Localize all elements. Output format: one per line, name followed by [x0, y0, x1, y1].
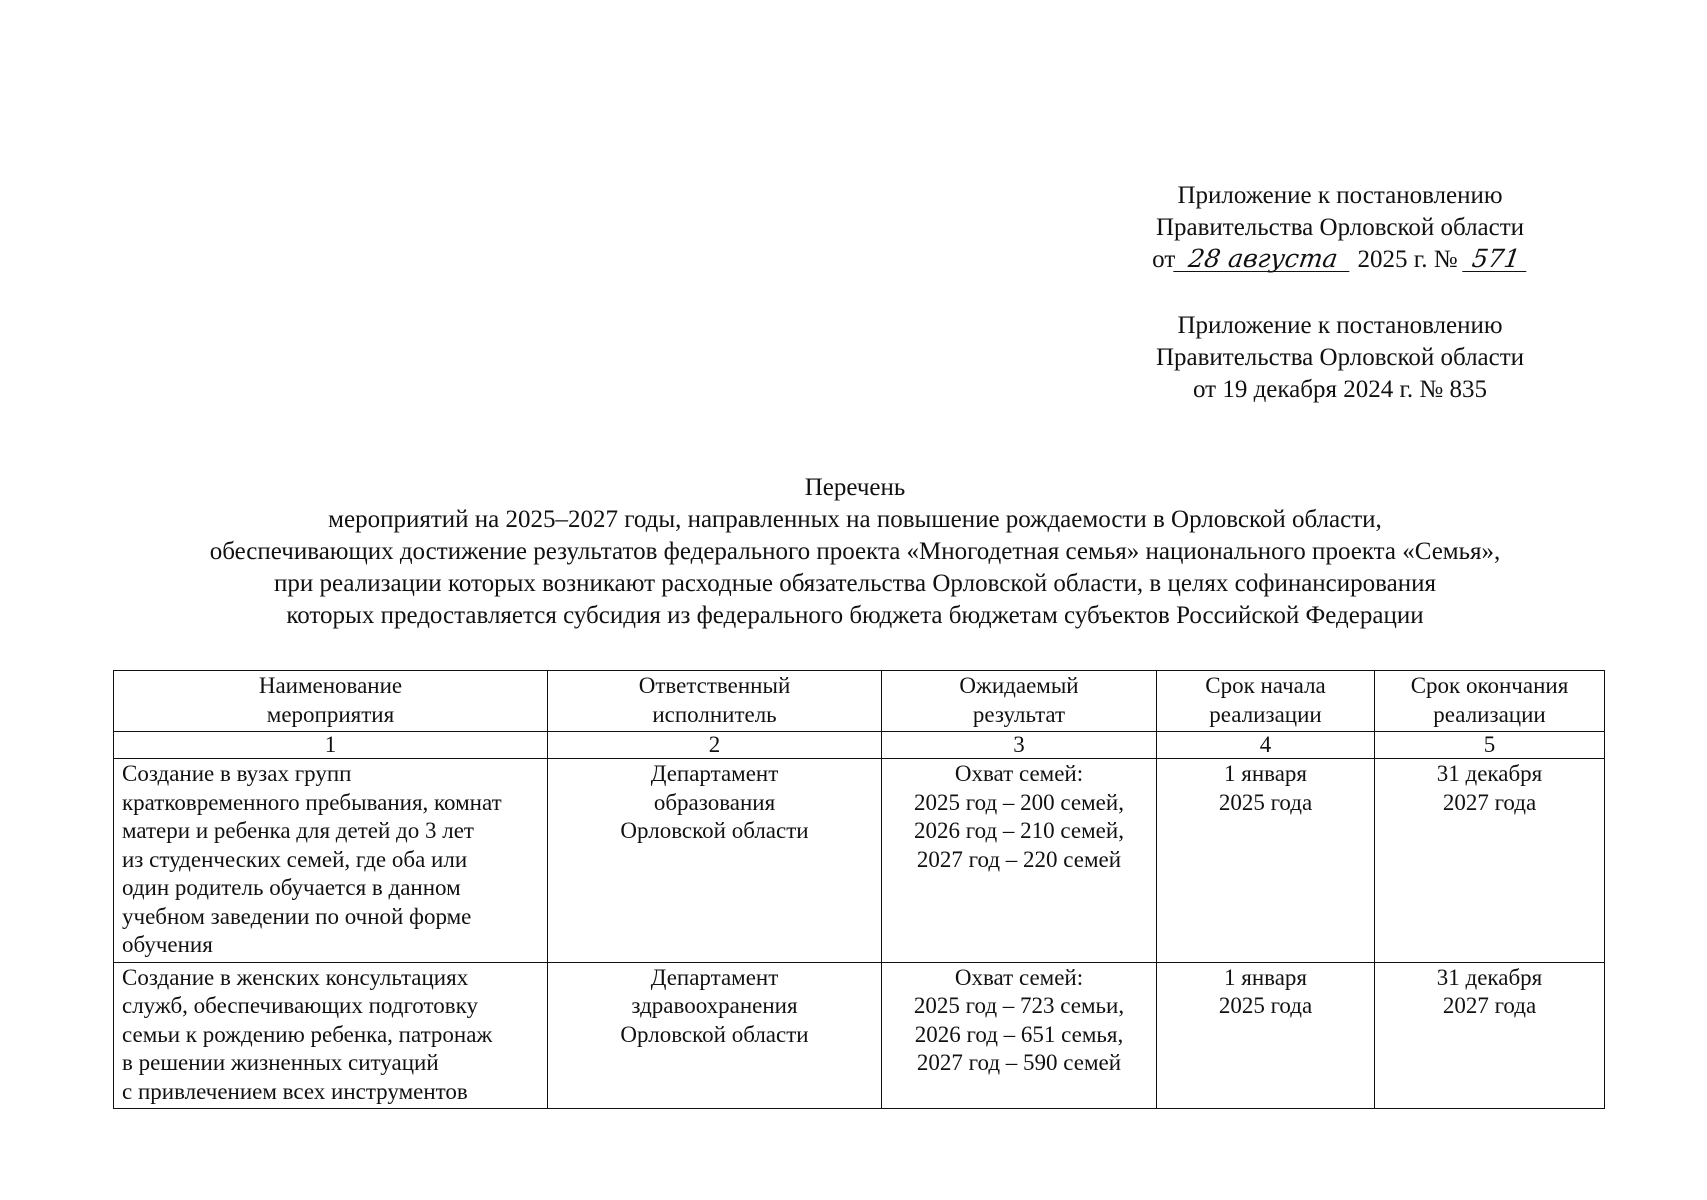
column-number: 2 [548, 732, 882, 759]
appendix-original-block [1110, 310, 1570, 406]
header-end: Срок окончания реализации [1375, 671, 1605, 732]
appendix-current-block [1110, 180, 1570, 276]
handwritten-date: 28 августа [1174, 247, 1354, 272]
cell-start-date: 1 января 2025 года [1157, 962, 1375, 1109]
appendix-current-prefix: от [1152, 246, 1176, 273]
cell-end-date: 31 декабря 2027 года [1375, 759, 1605, 963]
document-title-line: при реализации которых возникают расходные обязательства Орловской области, в целях софинансирования [274, 570, 1436, 597]
table-header-row [114, 671, 1605, 732]
header-start: Срок начала реализации [1157, 671, 1375, 732]
cell-start-date: 1 января 2025 года [1157, 759, 1375, 963]
column-number-row [114, 732, 1605, 759]
document-title-line: мероприятий на 2025–2027 годы, направленных на повышение рождаемости в Орловской области, [328, 506, 1382, 533]
column-number: 1 [114, 732, 548, 759]
document-title [80, 472, 1630, 632]
appendix-current-line3 [1110, 244, 1570, 276]
cell-executor: Департамент образования Орловской области [548, 759, 882, 963]
handwritten-number: 571 [1462, 247, 1530, 272]
document-title-line: обеспечивающих достижение результатов федерального проекта «Многодетная семья» национального проекта «Семья», [209, 538, 1501, 565]
appendix-original-line3: от 19 декабря 2024 г. № 835 [1192, 376, 1488, 403]
document-heading: Перечень [804, 474, 906, 501]
measures-table [113, 670, 1605, 1109]
appendix-original-line1: Приложение к постановлению [1177, 312, 1503, 339]
header-result: Ожидаемый результат [882, 671, 1157, 732]
cell-executor: Департамент здравоохранения Орловской области [548, 962, 882, 1109]
header-name: Наименование мероприятия [114, 671, 548, 732]
table-row [114, 962, 1605, 1109]
table-row [114, 759, 1605, 963]
appendix-current-line1: Приложение к постановлению [1177, 182, 1503, 209]
appendix-current-year: 2025 г. № [1357, 246, 1458, 273]
document-title-line: которых предоставляется субсидия из федерального бюджета бюджетам субъектов Российской Федерации [286, 602, 1424, 629]
cell-expected-result: Охват семей: 2025 год – 200 семей, 2026 год – 210 семей, 2027 год – 220 семей [882, 759, 1157, 963]
cell-measure-name: Создание в женских консультациях служб, обеспечивающих подготовку семьи к рождению ребенка, патронаж в решении жизненных ситуаций с привлечением всех инструментов [114, 962, 548, 1109]
cell-measure-name: Создание в вузах групп кратковременного пребывания, комнат матери и ребенка для детей до 3 лет из студенческих семей, где оба или один родитель обучается в данном учебном заведении по очной форме обучения [114, 759, 548, 963]
column-number: 3 [882, 732, 1157, 759]
header-executor: Ответственный исполнитель [548, 671, 882, 732]
column-number: 5 [1375, 732, 1605, 759]
appendix-original-line2: Правительства Орловской области [1155, 344, 1525, 371]
column-number: 4 [1157, 732, 1375, 759]
cell-expected-result: Охват семей: 2025 год – 723 семьи, 2026 год – 651 семья, 2027 год – 590 семей [882, 962, 1157, 1109]
cell-end-date: 31 декабря 2027 года [1375, 962, 1605, 1109]
appendix-current-line2: Правительства Орловской области [1155, 214, 1525, 241]
